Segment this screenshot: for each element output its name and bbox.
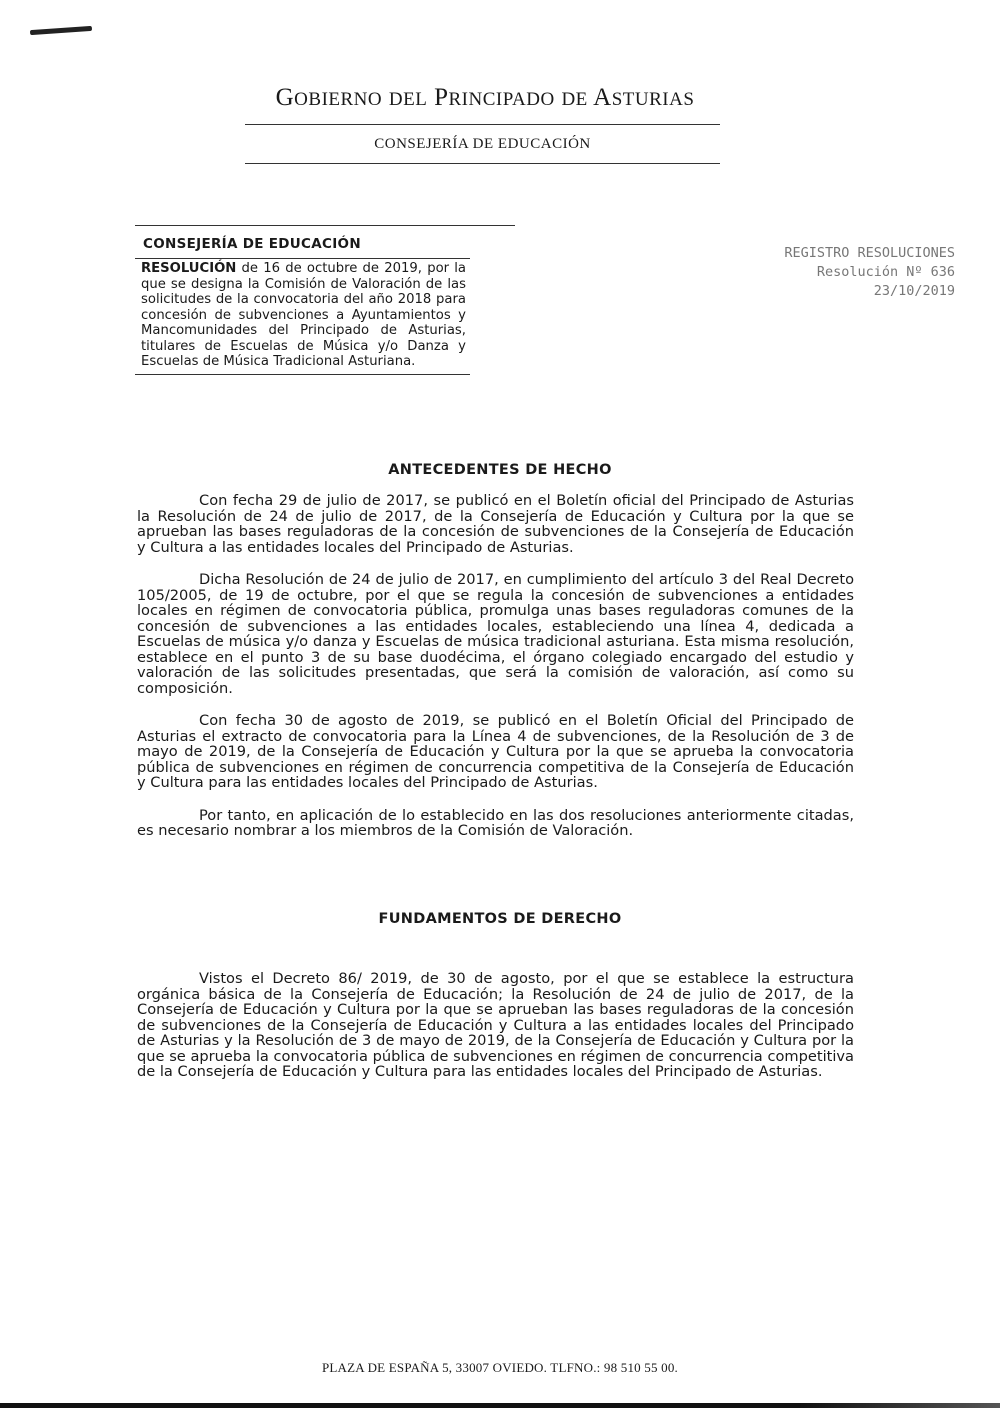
resolution-box [135, 225, 515, 375]
registry-stamp-number: Resolución Nº 636 [816, 264, 955, 280]
paragraph: Vistos el Decreto 86/ 2019, de 30 de agosto, por el que se establece la estructura orgánica básica de la Consejería de Educación; la Resolución de 24 de julio de 2017, de la Consejería de Educación y Cultura por la que se aprueban las bases reguladoras de la concesión de subvenciones de la Consejería de Educación y Cultura a las entidades locales del Principado de Asturias y la Resolución de 3 de mayo de 2019, de la Consejería de Educación y Cultura por la que se aprueba la convocatoria pública de subvenciones en régimen de concurrencia competitiva de la Consejería de Educación y Cultura para las entidades locales del Principado de Asturias. [137, 970, 854, 1080]
footer-bar [0, 1403, 1000, 1408]
section-heading-antecedentes: ANTECEDENTES DE HECHO [388, 462, 612, 478]
section-heading-fundamentos: FUNDAMENTOS DE DERECHO [378, 911, 622, 927]
footer-address: PLAZA DE ESPAÑA 5, 33007 OVIEDO. TLFNO.: 98 510 55 00. [321, 1360, 679, 1375]
registry-stamp-title: REGISTRO RESOLUCIONES [784, 245, 955, 261]
paragraph: Dicha Resolución de 24 de julio de 2017, en cumplimiento del artículo 3 del Real Decreto 105/2005, de 19 de octubre, por el que se regula la concesión de subvenciones a entidades locales en régimen de convocatoria pública, promulga unas bases reguladoras comunes de la concesión de subvenciones a las entidades locales, estableciendo una línea 4, dedicada a Escuelas de música y/o danza y Escuelas de música tradicional asturiana. Esta misma resolución, establece en el punto 3 de su base duodécima, el órgano colegiado encargado del estudio y valoración de las solicitudes presentadas, que será la comisión de valoración, así como su composición. [137, 571, 854, 697]
department-title: CONSEJERÍA DE EDUCACIÓN [374, 136, 591, 152]
resolution-summary [141, 261, 466, 370]
resolution-box-mid-rule [135, 258, 470, 259]
government-title: GOBIERNO DEL PRINCIPADO DE ASTURIAS [275, 84, 695, 111]
scan-mark [30, 26, 92, 35]
resolution-box-bottom-rule [135, 374, 470, 375]
registry-stamp-date: 23/10/2019 [873, 283, 955, 299]
paragraph: Con fecha 29 de julio de 2017, se publicó en el Boletín oficial del Principado de Asturias la Resolución de 24 de julio de 2017, de la Consejería de Educación y Cultura por la que se aprueban las bases reguladoras de la concesión de subvenciones de la Consejería de Educación y Cultura a las entidades locales del Principado de Asturias. [137, 492, 854, 556]
header-rule-top [245, 124, 720, 125]
paragraph: Con fecha 30 de agosto de 2019, se publicó en el Boletín Oficial del Principado de Asturias el extracto de convocatoria para la Línea 4 de subvenciones, de la Resolución de 3 de mayo de 2019, de la Consejería de Educación y Cultura por la que se aprueba la convocatoria pública de subvenciones en régimen de concurrencia competitiva de la Consejería de Educación y Cultura para las entidades locales del Principado de Asturias. [137, 712, 854, 791]
registry-stamp [784, 244, 955, 301]
section-body-fundamentos [137, 971, 854, 1097]
resolution-label: RESOLUCIÓN [141, 261, 237, 276]
resolution-summary-text: de 16 de octubre de 2019, por la que se designa la Comisión de Valoración de las solicitudes de la convocatoria del año 2018 para concesión de subvenciones a Ayuntamientos y Mancomunidades del Principado de Asturias, titulares de Escuelas de Música y/o Danza y Escuelas de Música Tradicional Asturiana. [141, 261, 466, 369]
resolution-box-top-rule [135, 225, 515, 226]
paragraph: Por tanto, en aplicación de lo establecido en las dos resoluciones anteriormente citadas, es necesario nombrar a los miembros de la Comisión de Valoración. [137, 806, 854, 839]
header-rule-bottom [245, 163, 720, 164]
section-body-antecedentes [137, 493, 854, 856]
resolution-department: CONSEJERÍA DE EDUCACIÓN [143, 236, 361, 252]
